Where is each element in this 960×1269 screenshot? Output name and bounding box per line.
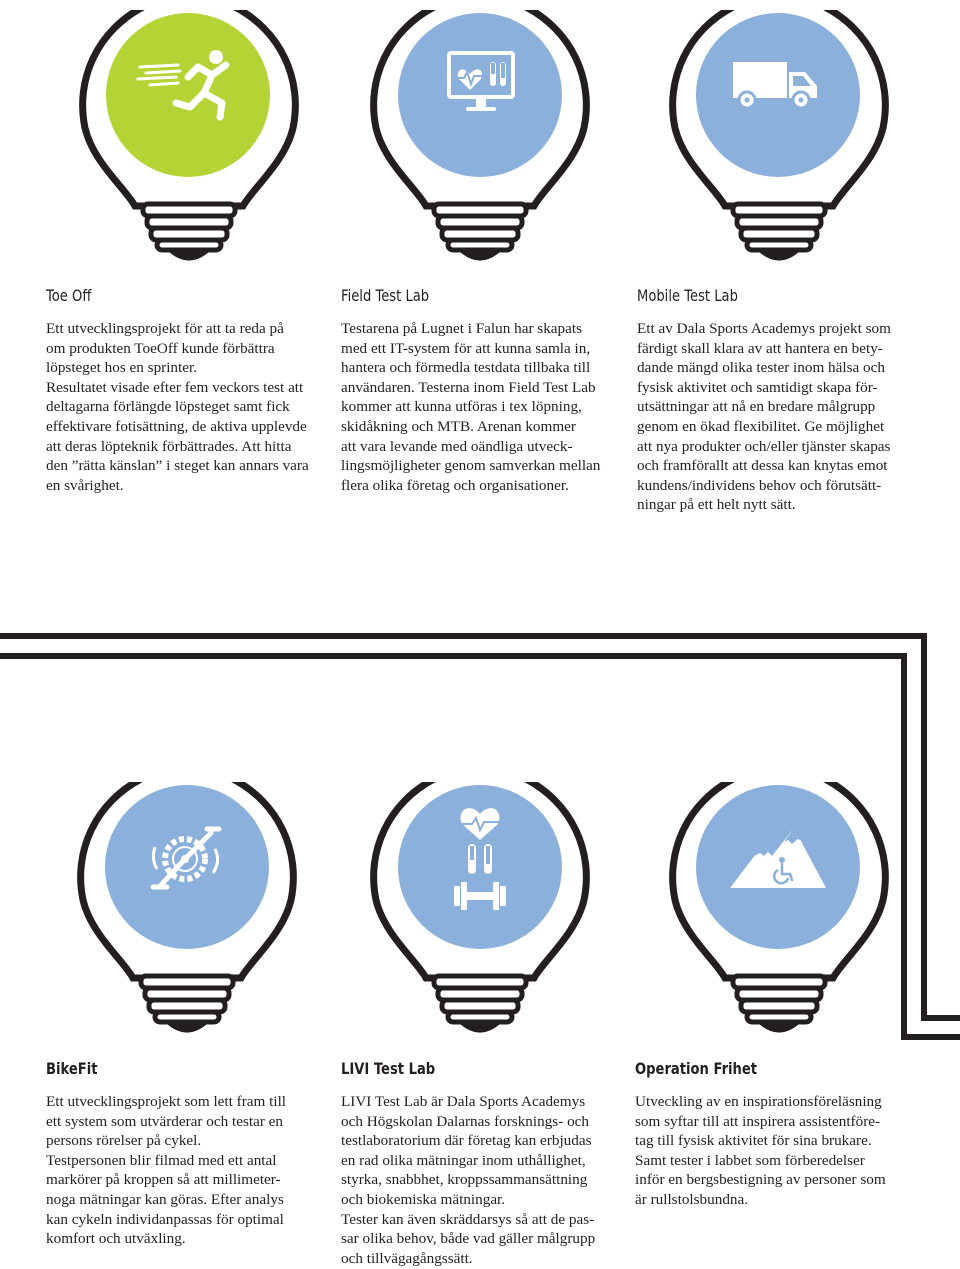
card-toe-off (46, 286, 336, 495)
bulb-mobile-test-lab (667, 10, 891, 266)
card-livi-test-lab (341, 1059, 631, 1268)
card-body: Utveckling av en inspirationsföreläsning som syftar till att inspirera assistentföre- tag till fysisk aktivitet för sina brukare. Samt tester i labbet som förberedelser inför en bergsbestigning av personer som är rullstolsbundna. (635, 1093, 886, 1208)
card-title: Mobile Test Lab (637, 286, 738, 305)
bulb-field-test-lab (368, 10, 592, 266)
bike-gear-icon (149, 823, 225, 895)
card-mobile-test-lab (637, 286, 927, 515)
sprinter-icon (136, 45, 240, 123)
card-body: Ett utvecklingsprojekt som lett fram till ett system som utvärderar och testar en persons rörelser på cykel. Testpersonen blir filmad med ett antal markörer på kroppen så att millimeter- noga mätningar kan göras. Efter analys kan cykeln individanpassas för optimal komfort och utväxling. (46, 1093, 287, 1248)
card-body: Ett utvecklingsprojekt för att ta reda på om produkten ToeOff kunde förbättra löpsteget hos en sprinter. Resultatet visade efter fem veckors test att deltagarna förlängde löpsteget samt fick effektivare fotisättning, de aktiva upplevde att deras löpteknik förbättrades. Att hitta den ”rätta känslan” i steget kan annars vara en svårighet. (46, 320, 309, 494)
bulb-bikefit (75, 782, 299, 1038)
monitor-heart-icon (446, 50, 516, 118)
card-title: Toe Off (46, 286, 92, 305)
card-title: BikeFit (46, 1059, 98, 1078)
bulb-operation-frihet (667, 782, 891, 1038)
card-body: LIVI Test Lab är Dala Sports Academys och Högskolan Dalarnas forsknings- och testlaboratorium där företag kan erbjudas en rad olika mätningar inom uthållighet, styrka, snabbhet, kroppssammansättning och biokemiska mätningar. Tester kan även skräddarsys så att de pas- sar olika behov, både vad gäller målgrupp och tillvägagångssätt. (341, 1093, 596, 1267)
truck-icon (731, 58, 821, 112)
card-body: Testarena på Lugnet i Falun har skapats med ett IT-system för att kunna samla in, hantera och förmedla testdata tillbaka till användaren. Testerna inom Field Test Lab kommer att kunna utföras i tex löpning, skidåkning och MTB. Arenan kommer att vara levande med oändliga utveck- lingsmöjligheter genom samverkan mellan flera olika företag och organisationer. (341, 320, 601, 494)
heart-dumbbell-icon (452, 802, 508, 912)
card-body: Ett av Dala Sports Academys projekt som färdigt skall klara av att hantera en bety- dande mängd olika tester inom hälsa och fysisk aktivitet och samtidigt skapa för- utsättningar att nå en bredare målgrupp genom en ökad flexibilitet. Ge möjlighet att nya produkter och/eller tjänster skapas och framförallt att dessa kan knytas emot kundens/individens behov och förutsätt- ningar på ett helt nytt sätt. (637, 320, 891, 514)
card-title: LIVI Test Lab (341, 1059, 436, 1078)
card-title: Operation Frihet (635, 1059, 758, 1078)
card-field-test-lab (341, 286, 631, 495)
card-operation-frihet (635, 1059, 925, 1210)
mountain-wheelchair-icon (728, 826, 828, 890)
card-bikefit (46, 1059, 336, 1249)
card-title: Field Test Lab (341, 286, 430, 305)
